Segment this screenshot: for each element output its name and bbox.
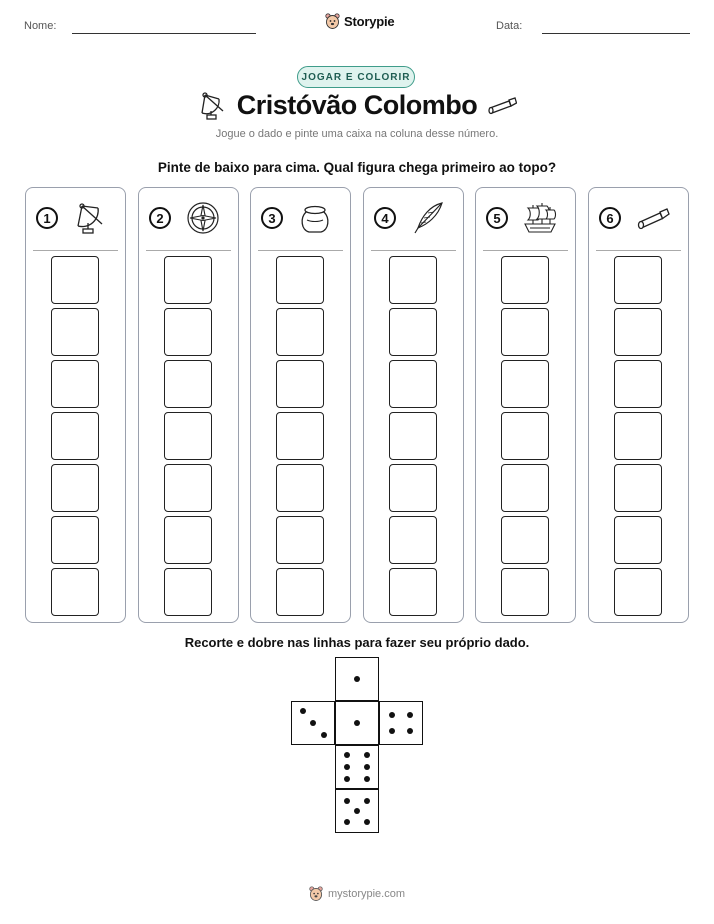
activity-badge: JOGAR E COLORIR <box>297 66 415 88</box>
die-instruction: Recorte e dobre nas linhas para fazer seu próprio dado. <box>184 635 530 650</box>
column-6 <box>588 187 689 623</box>
brand-name: Storypie <box>344 14 395 29</box>
die-face-1 <box>335 657 379 701</box>
coloring-box[interactable] <box>164 360 212 408</box>
column-1 <box>25 187 126 623</box>
die-pip <box>344 798 350 804</box>
die-pip <box>364 764 370 770</box>
coloring-box[interactable] <box>501 412 549 460</box>
spyglass-icon <box>635 200 671 236</box>
column-divider <box>596 250 681 251</box>
column-3 <box>250 187 351 623</box>
coloring-box[interactable] <box>51 464 99 512</box>
coloring-box[interactable] <box>51 516 99 564</box>
date-line <box>542 33 690 34</box>
coloring-box[interactable] <box>614 360 662 408</box>
die-pip <box>354 720 360 726</box>
column-number: 3 <box>261 207 283 229</box>
coloring-box[interactable] <box>164 568 212 616</box>
coloring-box[interactable] <box>164 516 212 564</box>
die-pip <box>364 819 370 825</box>
sextant-icon <box>72 200 108 236</box>
die-pip <box>354 676 360 682</box>
column-5 <box>475 187 576 623</box>
die-face-6 <box>335 745 379 789</box>
pot-icon <box>297 200 333 236</box>
die-pip <box>364 752 370 758</box>
coloring-box[interactable] <box>614 464 662 512</box>
coloring-box[interactable] <box>501 464 549 512</box>
coloring-box[interactable] <box>276 360 324 408</box>
die-pip <box>407 728 413 734</box>
brand-logo <box>325 13 394 30</box>
column-divider <box>483 250 568 251</box>
column-header <box>251 188 350 250</box>
coloring-box[interactable] <box>51 568 99 616</box>
quill-icon <box>410 200 446 236</box>
date-label: Data: <box>496 20 523 32</box>
column-divider <box>146 250 231 251</box>
coloring-box[interactable] <box>164 308 212 356</box>
die-pip <box>364 798 370 804</box>
coloring-box[interactable] <box>276 464 324 512</box>
die-pip <box>354 808 360 814</box>
die-pip <box>344 776 350 782</box>
page-title: Cristóvão Colombo <box>236 90 478 120</box>
column-header <box>139 188 238 250</box>
coloring-box[interactable] <box>276 308 324 356</box>
ship-icon <box>522 200 558 236</box>
coloring-box[interactable] <box>389 412 437 460</box>
name-line <box>72 33 256 34</box>
coloring-box[interactable] <box>276 412 324 460</box>
column-number: 2 <box>149 207 171 229</box>
column-header <box>26 188 125 250</box>
coloring-box[interactable] <box>501 568 549 616</box>
column-4 <box>363 187 464 623</box>
coloring-box[interactable] <box>501 516 549 564</box>
coloring-box[interactable] <box>389 308 437 356</box>
coloring-box[interactable] <box>614 568 662 616</box>
coloring-box[interactable] <box>389 464 437 512</box>
coloring-box[interactable] <box>276 256 324 304</box>
coloring-box[interactable] <box>51 360 99 408</box>
column-2 <box>138 187 239 623</box>
coloring-box[interactable] <box>389 256 437 304</box>
column-header <box>589 188 688 250</box>
die-pip <box>389 712 395 718</box>
coloring-box[interactable] <box>51 256 99 304</box>
coloring-box[interactable] <box>501 360 549 408</box>
die-face-4 <box>379 701 423 745</box>
die-face-5 <box>335 789 379 833</box>
column-divider <box>33 250 118 251</box>
compass-icon <box>185 200 221 236</box>
die-pip <box>300 708 306 714</box>
column-divider <box>258 250 343 251</box>
coloring-box[interactable] <box>164 412 212 460</box>
coloring-box[interactable] <box>614 516 662 564</box>
coloring-box[interactable] <box>389 516 437 564</box>
coloring-box[interactable] <box>389 568 437 616</box>
bear-logo-icon <box>325 13 340 30</box>
die-face-1 <box>335 701 379 745</box>
page-subtitle: Jogue o dado e pinte uma caixa na coluna desse número. <box>215 128 499 140</box>
coloring-box[interactable] <box>389 360 437 408</box>
die-pip <box>344 764 350 770</box>
bear-logo-icon <box>309 886 323 902</box>
coloring-box[interactable] <box>614 256 662 304</box>
coloring-box[interactable] <box>276 568 324 616</box>
title-spyglass-icon <box>487 97 517 115</box>
die-face-3 <box>291 701 335 745</box>
coloring-box[interactable] <box>164 464 212 512</box>
name-label: Nome: <box>24 20 57 32</box>
coloring-box[interactable] <box>501 308 549 356</box>
column-number: 5 <box>486 207 508 229</box>
coloring-box[interactable] <box>164 256 212 304</box>
footer-url: mystorypie.com <box>327 888 406 900</box>
coloring-box[interactable] <box>51 308 99 356</box>
die-pip <box>321 732 327 738</box>
die-pip <box>310 720 316 726</box>
column-divider <box>371 250 456 251</box>
die-pip <box>364 776 370 782</box>
column-header <box>364 188 463 250</box>
coloring-box[interactable] <box>614 412 662 460</box>
coloring-box[interactable] <box>501 256 549 304</box>
die-pip <box>344 819 350 825</box>
die-pip <box>389 728 395 734</box>
footer <box>0 886 714 902</box>
coloring-instruction: Pinte de baixo para cima. Qual figura chega primeiro ao topo? <box>157 160 557 175</box>
column-number: 4 <box>374 207 396 229</box>
die-pip <box>407 712 413 718</box>
column-number: 6 <box>599 207 621 229</box>
coloring-box[interactable] <box>276 516 324 564</box>
column-header <box>476 188 575 250</box>
die-pip <box>344 752 350 758</box>
coloring-box[interactable] <box>614 308 662 356</box>
column-number: 1 <box>36 207 58 229</box>
coloring-box[interactable] <box>51 412 99 460</box>
